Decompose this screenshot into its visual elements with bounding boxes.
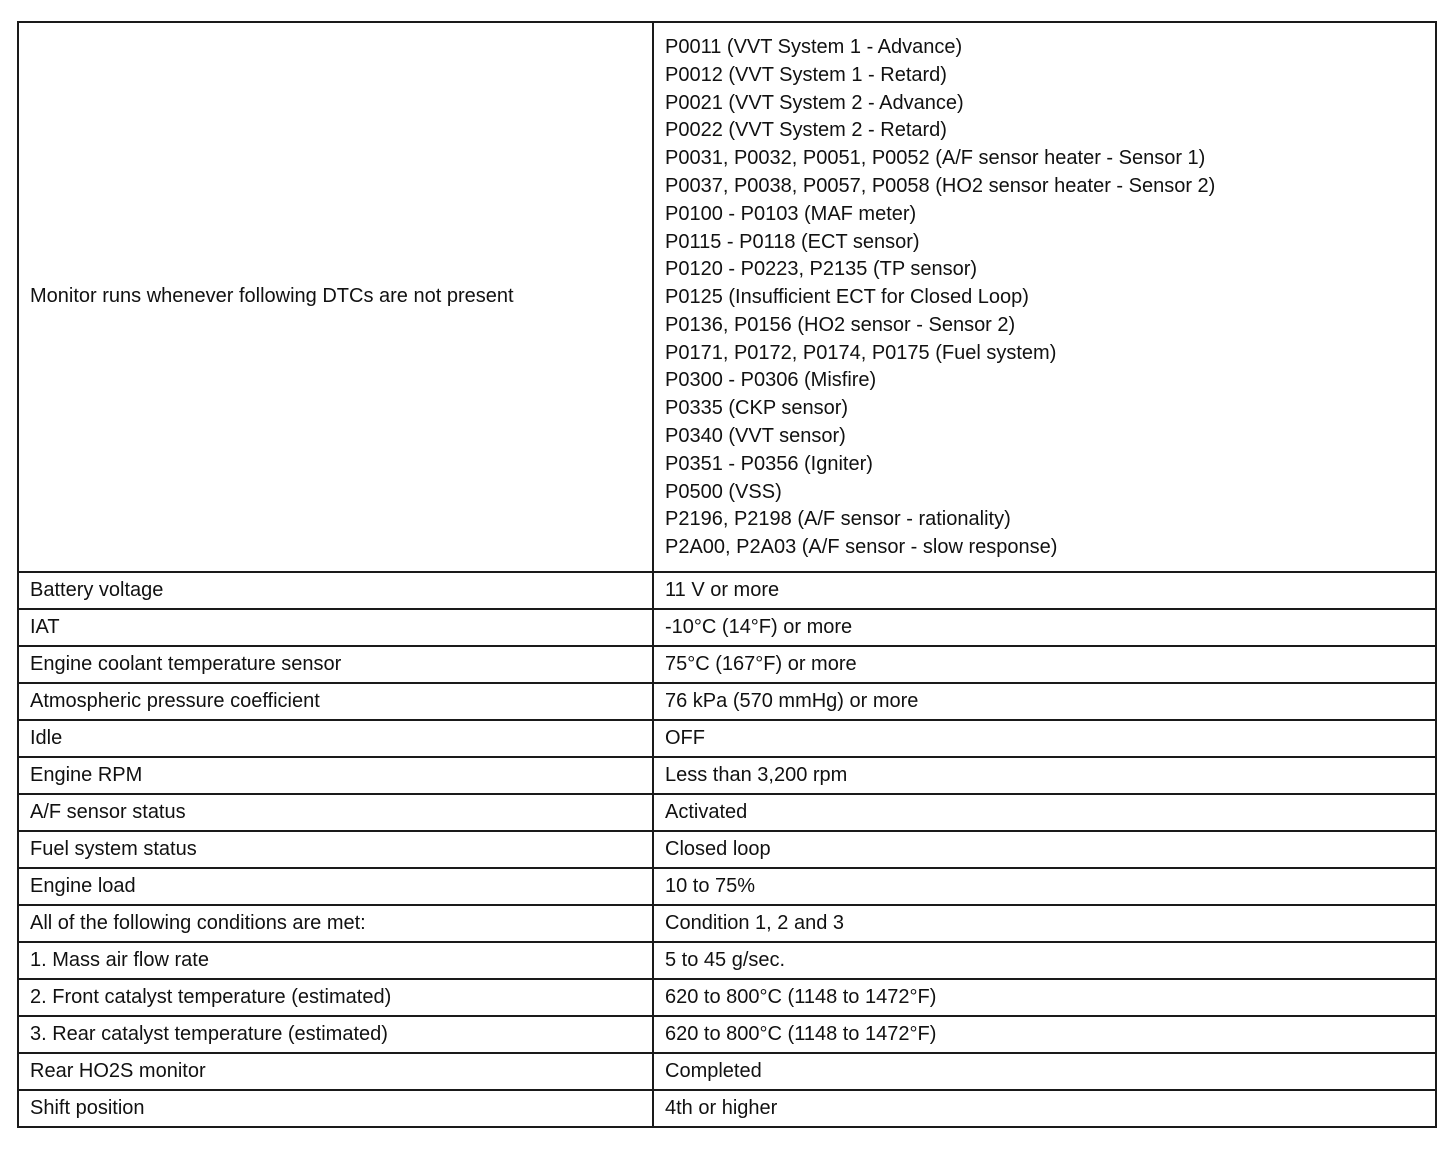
condition-label: Battery voltage [18,572,653,609]
table-row [18,831,1436,868]
dtc-item: P0125 (Insufficient ECT for Closed Loop) [665,286,1029,309]
table-row [18,905,1436,942]
dtc-item: P0120 - P0223, P2135 (TP sensor) [665,258,978,281]
table-row [18,683,1436,720]
table-row [18,1016,1436,1053]
condition-label: 2. Front catalyst temperature (estimated) [18,979,653,1016]
condition-value: Less than 3,200 rpm [653,757,1436,794]
condition-label: Engine load [18,868,653,905]
condition-label: Rear HO2S monitor [18,1053,653,1090]
dtc-item: P0300 - P0306 (Misfire) [665,369,877,392]
condition-value: -10°C (14°F) or more [653,609,1436,646]
condition-label: A/F sensor status [18,794,653,831]
condition-value: OFF [653,720,1436,757]
table-row [18,868,1436,905]
condition-value: 4th or higher [653,1090,1436,1127]
dtc-item: P0136, P0156 (HO2 sensor - Sensor 2) [665,313,1016,336]
condition-value: 76 kPa (570 mmHg) or more [653,683,1436,720]
condition-value: Completed [653,1053,1436,1090]
condition-value: Closed loop [653,831,1436,868]
monitor-conditions-table [17,21,1437,1128]
condition-value: Activated [653,794,1436,831]
dtc-item: P0335 (CKP sensor) [665,397,849,420]
dtc-item: P2196, P2198 (A/F sensor - rationality) [665,508,1011,531]
condition-label: Engine coolant temperature sensor [18,646,653,683]
dtc-list [653,22,1436,572]
table-row [18,1090,1436,1127]
dtc-item: P0351 - P0356 (Igniter) [665,452,873,475]
condition-value: 5 to 45 g/sec. [653,942,1436,979]
dtc-item: P0115 - P0118 (ECT sensor) [665,230,920,253]
condition-value: 11 V or more [653,572,1436,609]
condition-label: Shift position [18,1090,653,1127]
table-row [18,794,1436,831]
condition-label: 3. Rear catalyst temperature (estimated) [18,1016,653,1053]
table-row [18,757,1436,794]
condition-label: Atmospheric pressure coefficient [18,683,653,720]
dtc-item: P0500 (VSS) [665,480,782,503]
table-row [18,646,1436,683]
condition-value: 75°C (167°F) or more [653,646,1436,683]
condition-label: Engine RPM [18,757,653,794]
dtc-item: P0021 (VVT System 2 - Advance) [665,91,964,114]
table-row [18,22,1436,572]
dtc-item: P2A00, P2A03 (A/F sensor - slow response) [665,536,1058,559]
dtc-item: P0037, P0038, P0057, P0058 (HO2 sensor heater - Sensor 2) [665,174,1216,197]
table-row [18,609,1436,646]
condition-label: 1. Mass air flow rate [18,942,653,979]
dtc-item: P0340 (VVT sensor) [665,425,846,448]
condition-value: 10 to 75% [653,868,1436,905]
dtc-item: P0031, P0032, P0051, P0052 (A/F sensor heater - Sensor 1) [665,147,1206,170]
condition-value: 620 to 800°C (1148 to 1472°F) [653,979,1436,1016]
table-row [18,720,1436,757]
condition-label: IAT [18,609,653,646]
condition-value: 620 to 800°C (1148 to 1472°F) [653,1016,1436,1053]
table-row [18,1053,1436,1090]
condition-label: Fuel system status [18,831,653,868]
condition-label: Idle [18,720,653,757]
table-row [18,942,1436,979]
dtc-item: P0012 (VVT System 1 - Retard) [665,63,947,86]
table-row [18,572,1436,609]
dtc-item: P0011 (VVT System 1 - Advance) [665,35,963,58]
dtc-item: P0022 (VVT System 2 - Retard) [665,119,947,142]
condition-label: Monitor runs whenever following DTCs are not present [18,22,653,572]
table-row [18,979,1436,1016]
dtc-item: P0100 - P0103 (MAF meter) [665,202,917,225]
condition-label: All of the following conditions are met: [18,905,653,942]
condition-value: Condition 1, 2 and 3 [653,905,1436,942]
dtc-item: P0171, P0172, P0174, P0175 (Fuel system) [665,341,1057,364]
